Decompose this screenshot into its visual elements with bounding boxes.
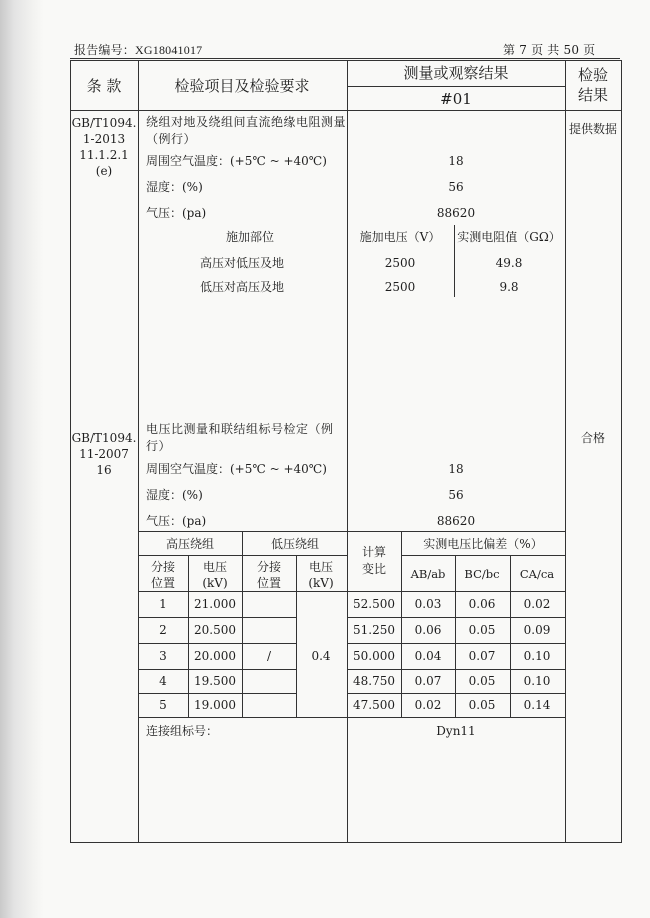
deviation-ca: 0.09	[523, 623, 551, 637]
condition-label: 周围空气温度：(+5℃ ~ +40℃)	[146, 154, 327, 168]
hv-voltage: 19.000	[194, 698, 236, 712]
clause-line: 11.1.2.1	[79, 148, 129, 162]
clause-line: (e)	[95, 164, 113, 178]
tap-position: 1	[159, 597, 167, 611]
col-resistance: 实测电阻值（GΩ）	[457, 230, 561, 244]
calc-ratio: 51.250	[353, 623, 395, 637]
lv-volt-header-1: 电压	[308, 560, 334, 574]
deviation-bc: 0.05	[468, 623, 496, 637]
col-voltage: 施加电压（V）	[359, 230, 441, 244]
report-number-value: XG18041017	[135, 43, 203, 57]
calc-ratio: 52.500	[353, 597, 395, 611]
applied-part: 低压对高压及地	[199, 280, 285, 294]
deviation-header: 实测电压比偏差（%）	[423, 537, 543, 551]
deviation-ab: 0.04	[414, 649, 442, 663]
hv-tap-header-2: 位置	[150, 576, 176, 590]
condition-value: 88620	[436, 514, 476, 528]
vector-group-value: Dyn11	[436, 724, 476, 738]
page-info: 第 7 页 共 50 页	[503, 43, 596, 57]
tap-position: 4	[159, 674, 167, 688]
resistance-divider	[454, 225, 455, 297]
deviation-ca: 0.14	[523, 698, 551, 712]
test-title: 电压比测量和联结组标号检定（例行）	[146, 422, 334, 453]
conclusion: 合格	[580, 431, 606, 445]
deviation-bc: 0.05	[468, 674, 496, 688]
vector-group-label: 连接组标号：	[146, 724, 219, 738]
binding-shadow	[0, 0, 44, 918]
deviation-ca: 0.02	[523, 597, 551, 611]
hv-volt-header-1: 电压	[202, 560, 228, 574]
lv-tap-value: /	[266, 649, 272, 663]
deviation-ab: 0.02	[414, 698, 442, 712]
condition-value: 18	[448, 154, 464, 168]
header-result: 测量或观察结果	[403, 64, 509, 82]
condition-label: 气压：(pa)	[146, 514, 207, 528]
lv-tap-header-1: 分接	[256, 560, 282, 574]
deviation-ab: 0.03	[414, 597, 442, 611]
calc-ratio-header-2: 变比	[361, 562, 387, 576]
phase-header-ca: CA/ca	[519, 567, 555, 581]
deviation-ab: 0.06	[414, 623, 442, 637]
report-number	[74, 41, 202, 58]
calc-ratio-header-1: 计算	[361, 545, 387, 559]
lv-tap-header-2: 位置	[256, 576, 282, 590]
calc-ratio: 47.500	[353, 698, 395, 712]
lv-voltage-value: 0.4	[311, 649, 331, 663]
clause-line: 1-2013	[82, 132, 126, 146]
condition-value: 56	[448, 180, 464, 194]
condition-value: 18	[448, 462, 464, 476]
calc-ratio: 48.750	[353, 674, 395, 688]
resistance-value: 9.8	[499, 280, 519, 294]
phase-header-ab: AB/ab	[410, 567, 446, 581]
header-item: 检验项目及检验要求	[174, 77, 310, 95]
phase-header-bc: BC/bc	[464, 567, 500, 581]
tap-position: 3	[159, 649, 167, 663]
clause-line: 16	[96, 463, 112, 477]
hv-voltage: 20.500	[194, 623, 236, 637]
deviation-bc: 0.05	[468, 698, 496, 712]
hv-voltage: 20.000	[194, 649, 236, 663]
clause-line: GB/T1094.	[71, 431, 137, 445]
deviation-ab: 0.07	[414, 674, 442, 688]
condition-label: 气压：(pa)	[146, 206, 207, 220]
deviation-bc: 0.06	[468, 597, 496, 611]
condition-label: 湿度：(%)	[146, 180, 203, 194]
header-conclusion-1: 检验	[577, 66, 609, 84]
condition-value: 56	[448, 488, 464, 502]
header-clause: 条 款	[86, 77, 122, 95]
hv-tap-header-1: 分接	[150, 560, 176, 574]
applied-voltage: 2500	[384, 256, 416, 270]
header-sample: #01	[440, 90, 472, 108]
test-title: 绕组对地及绕组间直流绝缘电阻测量（例行）	[146, 115, 347, 146]
condition-value: 88620	[436, 206, 476, 220]
condition-label: 湿度：(%)	[146, 488, 203, 502]
deviation-ca: 0.10	[523, 674, 551, 688]
resistance-value: 49.8	[495, 256, 523, 270]
tap-position: 5	[159, 698, 167, 712]
hv-voltage: 21.000	[194, 597, 236, 611]
deviation-ca: 0.10	[523, 649, 551, 663]
clause-line: GB/T1094.	[71, 116, 137, 130]
hv-volt-header-2: (kV)	[202, 576, 228, 590]
hv-voltage: 19.500	[194, 674, 236, 688]
conclusion: 提供数据	[568, 122, 618, 136]
lv-winding-header: 低压绕组	[270, 537, 320, 551]
tap-position: 2	[159, 623, 167, 637]
calc-ratio: 50.000	[353, 649, 395, 663]
hv-winding-header: 高压绕组	[165, 537, 215, 551]
col-applied: 施加部位	[225, 230, 275, 244]
report-number-label: 报告编号：	[74, 43, 136, 57]
lv-volt-header-2: (kV)	[308, 576, 334, 590]
applied-part: 高压对低压及地	[199, 256, 285, 270]
applied-voltage: 2500	[384, 280, 416, 294]
condition-label: 周围空气温度：(+5℃ ~ +40℃)	[146, 462, 327, 476]
header-conclusion-2: 结果	[577, 86, 609, 104]
deviation-bc: 0.07	[468, 649, 496, 663]
header-rule	[70, 58, 620, 59]
clause-line: 11-2007	[79, 447, 129, 461]
